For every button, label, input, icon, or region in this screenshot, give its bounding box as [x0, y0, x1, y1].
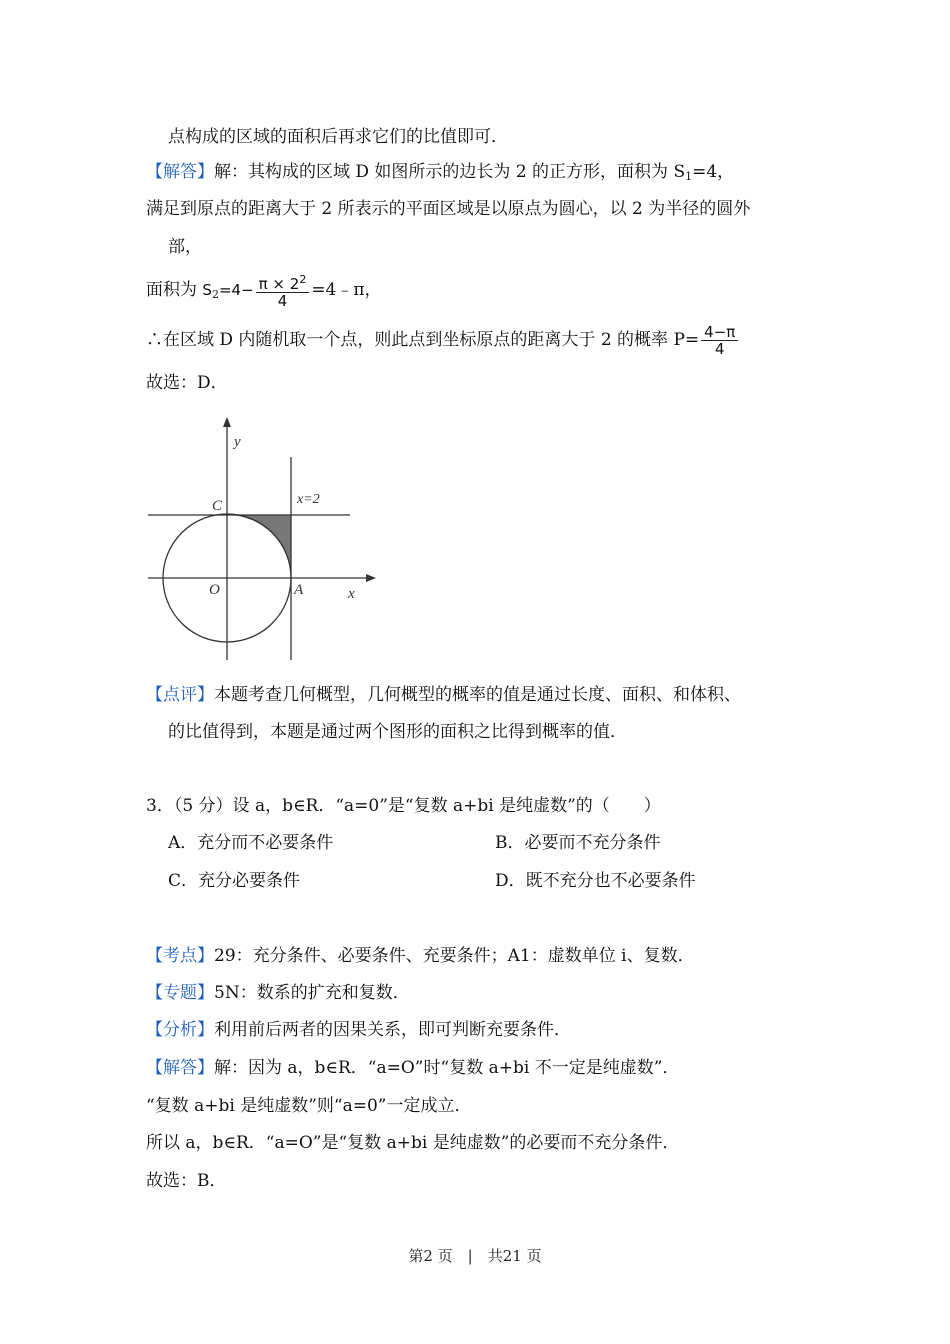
text-span: 解：其构成的区域 D 如图所示的边长为 2 的正方形，面积为 S	[214, 162, 686, 182]
x-axis-arrow	[366, 574, 376, 582]
subscript: 1	[685, 170, 693, 183]
text-span: 本题考查几何概型，几何概型的概率的值是通过长度、面积、和体积、	[214, 685, 741, 705]
option-c: C．充分必要条件	[168, 871, 301, 891]
fraction-denominator: 4	[714, 340, 725, 358]
section-tag: 【解答】	[146, 1058, 214, 1078]
label-c: C	[212, 498, 223, 514]
text-line: 故选：B．	[146, 1171, 227, 1191]
section-tag: 【解答】	[146, 162, 214, 182]
fraction	[701, 324, 738, 357]
text-line: 所以 a，b∈R．“a=O”是“复数 a+bi 是纯虚数”的必要而不充分条件．	[146, 1133, 680, 1153]
fraction-numerator: 4−π	[701, 324, 738, 341]
text-span: =4﹣π，	[311, 280, 382, 300]
zhuanti-line	[146, 982, 410, 1004]
text-span: ∴在区域 D 内随机取一个点，则此点到坐标原点的距离大于 2 的概率 P=	[146, 330, 700, 350]
formula-line	[146, 322, 740, 358]
text-line: “复数 a+bi 是纯虚数”则“a=0”一定成立．	[146, 1096, 472, 1116]
label-x-equals-2: x=2	[297, 492, 320, 507]
coordinate-figure	[140, 412, 390, 667]
section-tag: 【专题】	[146, 983, 214, 1003]
label-a: A	[294, 582, 304, 598]
text-line: 部，	[168, 237, 202, 257]
y-axis-arrow	[223, 417, 231, 427]
shaded-region	[227, 515, 291, 578]
page-footer: 第2 页 | 共21 页	[408, 1247, 542, 1265]
fraction-denominator: 4	[277, 292, 288, 310]
fraction-numerator	[256, 272, 310, 293]
label-o: O	[209, 582, 220, 598]
solution-line	[146, 161, 734, 188]
section-tag: 【分析】	[146, 1020, 214, 1040]
formula-s: S	[202, 281, 212, 299]
subscript: 2	[211, 288, 219, 301]
section-tag: 【考点】	[146, 946, 214, 966]
label-y: y	[234, 434, 241, 450]
text-line: 的比值得到，本题是通过两个图形的面积之比得到概率的值．	[168, 722, 627, 742]
option-b: B．必要而不充分条件	[495, 833, 661, 853]
numerator-text: π × 2	[258, 275, 300, 293]
text-span: 面积为	[146, 280, 203, 300]
kaodian-line	[146, 945, 695, 967]
option-d: D．既不充分也不必要条件	[495, 871, 696, 891]
jieda-line	[146, 1057, 679, 1079]
label-x: x	[348, 586, 355, 602]
option-a: A．充分而不必要条件	[168, 833, 334, 853]
text-span: =4，	[692, 162, 735, 182]
text-line: 点构成的区域的面积后再求它们的比值即可．	[168, 127, 508, 147]
section-tag: 【点评】	[146, 685, 214, 705]
text-span: 解：因为 a，b∈R．“a=O”时“复数 a+bi 不一定是纯虚数”．	[214, 1058, 680, 1078]
text-line: 满足到原点的距离大于 2 所表示的平面区域是以原点为圆心，以 2 为半径的圆外	[146, 199, 751, 219]
comment-line	[146, 684, 741, 706]
question-stem: 3．（5 分）设 a，b∈R．“a=0”是“复数 a+bi 是纯虚数”的（ ）	[146, 796, 661, 816]
fraction	[256, 272, 310, 309]
fenxi-line	[146, 1019, 571, 1041]
text-line: 故选：D．	[146, 373, 228, 393]
formula-text: =4−	[218, 281, 254, 299]
superscript: 2	[299, 273, 307, 286]
text-span: 29：充分条件、必要条件、充要条件；A1：虚数单位 i、复数．	[214, 946, 695, 966]
formula-line	[146, 272, 382, 313]
text-span: 5N：数系的扩充和复数．	[214, 983, 410, 1003]
text-span: 利用前后两者的因果关系，即可判断充要条件．	[214, 1020, 571, 1040]
